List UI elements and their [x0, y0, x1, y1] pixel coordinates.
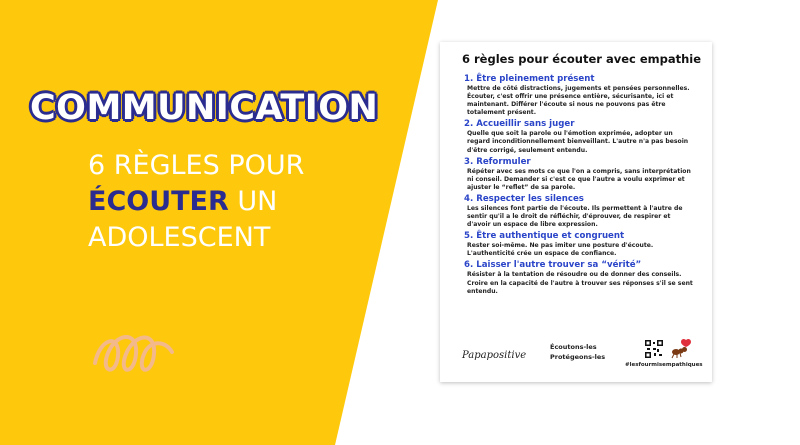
rule-heading: 3. Reformuler [464, 156, 531, 167]
slogan-line-1: Écoutons-les [550, 343, 597, 351]
rule-heading: 1. Être pleinement présent [464, 74, 595, 84]
rule-heading: 6. Laisser l'autre trouver sa “vérité” [464, 260, 642, 271]
rule-text: Répéter avec ses mots ce que l'on a compris, sans interprétation ni conseil. Demander si c'est ce que l'autre a voulu exprimer et ajuster le “reflet” de sa parole. [467, 167, 691, 191]
slogan [550, 342, 605, 362]
squiggle-decoration-icon [90, 318, 200, 388]
rule-heading: 5. Être authentique et congruent [464, 231, 625, 242]
rule-text: Mettre de côté distractions, jugements et pensées personnelles. Écouter, c'est offrir une présence entière, sécurisante, ici et maintenant. Différer l'écoute si nous ne pouvons pas être totalement présent. [467, 85, 690, 117]
headline-communication: COMMUNICATION [30, 88, 379, 128]
empathy-rules-card [440, 42, 712, 382]
qr-code-icon [645, 340, 663, 358]
subtitle-line-2-rest: UN [228, 186, 278, 217]
subtitle [88, 148, 304, 256]
subtitle-line-2 [88, 184, 304, 220]
rule-item [452, 74, 700, 117]
card-title: 6 règles pour écouter avec empathie [462, 52, 702, 66]
card-footer [440, 334, 712, 382]
rule-text: Résister à la tentation de résoudre ou de donner des conseils. Croire en la capacité de l'autre à trouver ses réponses s'il se sent entendu. [467, 271, 693, 295]
rule-heading: 2. Accueillir sans juger [464, 119, 575, 130]
subtitle-emphasis: ÉCOUTER [88, 186, 229, 217]
rule-item [452, 157, 700, 192]
rule-text: Les silences font partie de l'écoute. Ils permettent à l'autre de sentir qu'il a le droit de réfléchir, d'éprouver, de respirer et d'avoir un espace de libre expression. [467, 204, 683, 229]
rule-item [452, 260, 700, 295]
ant-heart-icon [668, 338, 694, 360]
rule-text: Quelle que soit la parole ou l'émotion exprimée, adopter un regard inconditionnellement bienveillant. L'autre n'a pas besoin d'être corrigé, seulement entendu. [467, 130, 689, 154]
subtitle-line-1: 6 RÈGLES POUR [88, 150, 305, 181]
rule-heading: 4. Respecter les silences [464, 193, 584, 204]
rule-item [452, 194, 700, 229]
rule-item [452, 119, 700, 154]
rule-text: Rester soi-même. Ne pas imiter une posture d'écoute. L'authenticité crée un espace de confiance. [467, 242, 654, 258]
slogan-line-2: Protégeons-les [550, 353, 606, 361]
subtitle-line-3: ADOLESCENT [88, 222, 271, 253]
rule-item [452, 231, 700, 258]
hashtag: #lesfourmisempathiques [625, 362, 703, 368]
brand-logo: Papapositive [462, 350, 527, 361]
